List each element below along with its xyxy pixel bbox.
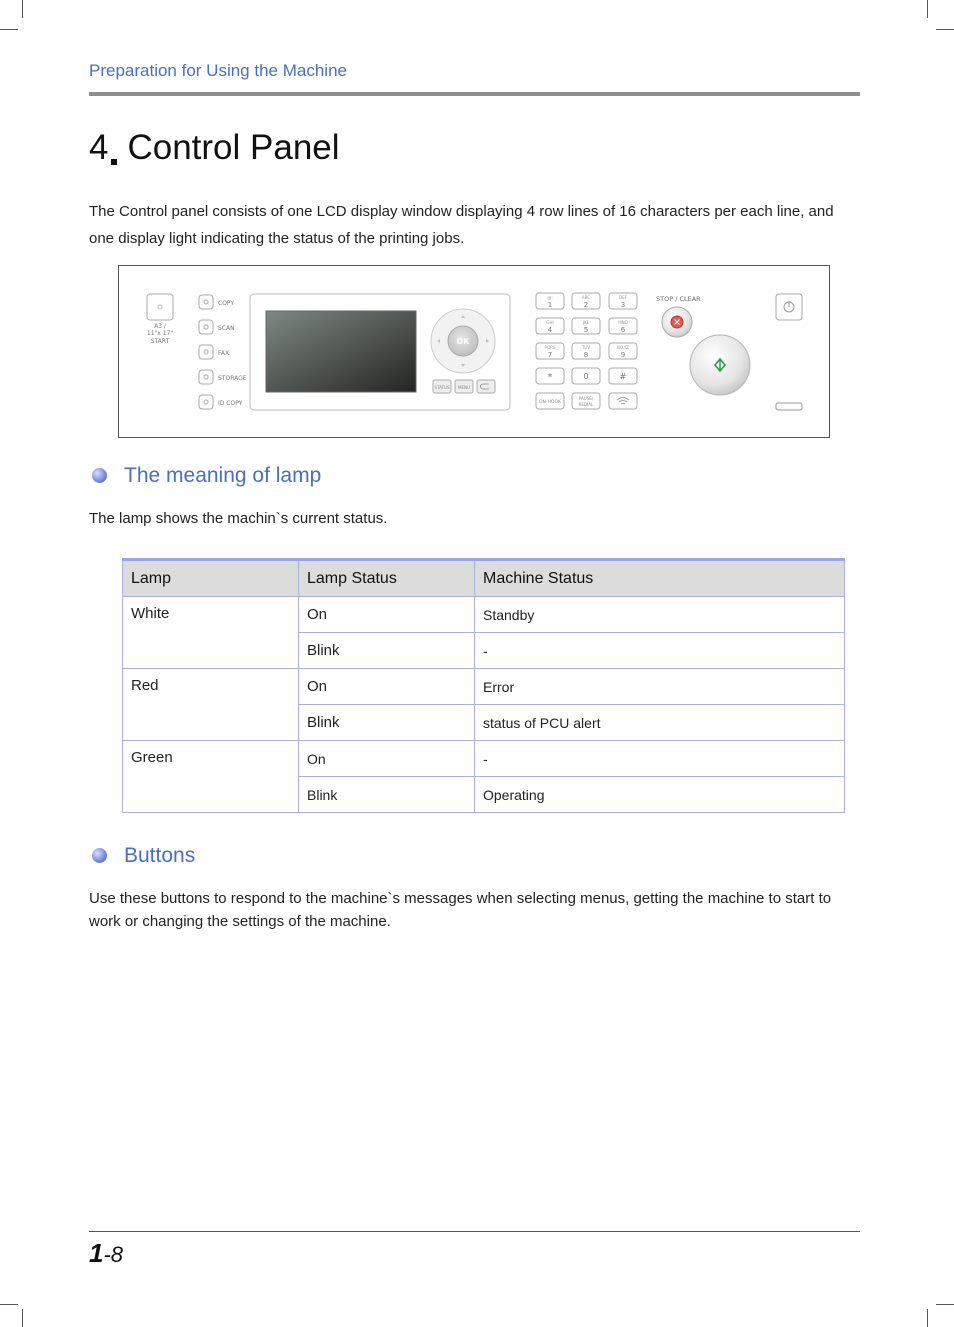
control-panel-svg	[119, 266, 831, 439]
crop-mark	[22, 1309, 23, 1327]
column-header: Machine Status	[475, 560, 845, 597]
wifi-button	[609, 393, 637, 409]
status-lamp	[776, 403, 802, 410]
svg-text:STATUS: STATUS	[434, 385, 450, 390]
lamp-heading-text: The meaning of lamp	[124, 464, 322, 487]
column-header: Lamp	[123, 560, 299, 597]
mode-button-copy	[199, 295, 234, 309]
svg-text:@:: @:	[547, 295, 553, 300]
a3-label-1: A3 /	[154, 323, 166, 330]
machine-status-cell: Operating	[475, 777, 845, 813]
lamp-cell: Red	[123, 669, 299, 741]
svg-text:5: 5	[583, 326, 589, 334]
svg-text:2: 2	[583, 301, 589, 309]
control-panel-illustration	[118, 265, 830, 438]
section-dot	[111, 159, 117, 165]
mode-button-scan	[199, 320, 235, 334]
key-7	[536, 343, 564, 359]
lamp-status-cell: Blink	[299, 705, 475, 741]
running-header: Preparation for Using the Machine	[89, 61, 347, 80]
key-5	[572, 318, 600, 334]
machine-status-cell: Error	[475, 669, 845, 705]
lamp-table	[122, 558, 845, 813]
svg-text:#: #	[619, 372, 627, 381]
lamp-status-cell: On	[299, 597, 475, 633]
key-hash	[609, 368, 637, 384]
table-row	[123, 669, 845, 705]
crop-mark	[0, 29, 18, 30]
buttons-heading-text: Buttons	[124, 844, 196, 867]
section-title	[89, 128, 340, 168]
svg-text:1: 1	[547, 301, 553, 309]
key-6	[609, 318, 637, 334]
mode-button-fax	[199, 345, 229, 359]
page-chapter: 1	[89, 1238, 104, 1268]
machine-status-cell: -	[475, 741, 845, 777]
svg-text:ABC: ABC	[581, 295, 591, 300]
page-sub: -8	[103, 1242, 124, 1267]
table-row	[123, 741, 845, 777]
svg-text:COPY: COPY	[218, 300, 235, 307]
back-button	[477, 380, 495, 393]
section-number: 4	[89, 128, 109, 167]
lamp-status-cell: On	[299, 669, 475, 705]
svg-text:3: 3	[620, 301, 626, 309]
a3-label-3: START	[150, 338, 170, 345]
svg-text:PQRS: PQRS	[544, 345, 556, 350]
key-9	[609, 343, 637, 359]
on-hook-button	[536, 393, 564, 409]
svg-text:DEF: DEF	[619, 295, 627, 300]
crop-mark	[22, 0, 23, 18]
key-1	[536, 293, 564, 309]
machine-status-cell: -	[475, 633, 845, 669]
svg-text:*: *	[547, 372, 553, 383]
table-header-row	[123, 560, 845, 597]
header-rule	[89, 92, 860, 96]
crop-mark	[936, 29, 954, 30]
buttons-description: Use these buttons to respond to the machine`s messages when selecting menus, getting the machine to start to work or changing the settings of the machine.	[89, 890, 832, 930]
svg-text:MENU: MENU	[458, 385, 470, 390]
lamp-status-cell: On	[299, 741, 475, 777]
crop-mark	[927, 1309, 928, 1327]
svg-text:STORAGE: STORAGE	[218, 375, 247, 382]
svg-text:ON-HOOK: ON-HOOK	[539, 400, 561, 405]
key-0	[572, 368, 600, 384]
svg-text:MNO: MNO	[618, 320, 628, 325]
crop-mark	[927, 0, 928, 18]
svg-text:9: 9	[620, 351, 626, 359]
svg-text:GHI: GHI	[546, 320, 554, 325]
bullet-icon	[92, 468, 107, 483]
intro-paragraph: The Control panel consists of one LCD display window displaying 4 row lines of 16 characters per each line, and one display light indicating the status of the printing jobs.	[89, 203, 834, 247]
mode-button-storage	[199, 370, 247, 384]
key-star	[536, 368, 564, 384]
bullet-icon	[92, 848, 107, 863]
key-8	[572, 343, 600, 359]
svg-text:WXYZ: WXYZ	[617, 345, 629, 350]
footer-rule	[89, 1231, 860, 1232]
lamp-cell: Green	[123, 741, 299, 813]
machine-status-cell: Standby	[475, 597, 845, 633]
lamp-status-cell: Blink	[299, 633, 475, 669]
crop-mark	[0, 1304, 18, 1305]
lamp-heading	[92, 464, 321, 488]
mode-button-id-copy	[199, 395, 243, 409]
svg-text:SCAN: SCAN	[218, 325, 235, 332]
key-4	[536, 318, 564, 334]
lamp-description: The lamp shows the machin`s current status.	[89, 510, 388, 527]
ok-label: OK	[456, 337, 470, 346]
svg-text:ID COPY: ID COPY	[218, 400, 243, 407]
svg-text:FAX: FAX	[218, 350, 230, 357]
page-number	[89, 1238, 123, 1269]
crop-mark	[936, 1304, 954, 1305]
pause-redial-button	[572, 393, 600, 409]
svg-text:0: 0	[583, 372, 589, 381]
svg-text:4: 4	[547, 326, 553, 334]
svg-text:6: 6	[620, 326, 626, 334]
a3-start-button	[147, 294, 173, 320]
svg-text:JKL: JKL	[582, 320, 590, 325]
stop-clear-label: STOP / CLEAR	[656, 295, 701, 303]
buttons-heading	[92, 844, 195, 868]
a3-label-2: 11"x 17"	[146, 330, 174, 337]
table-row	[123, 597, 845, 633]
keypad	[536, 293, 637, 409]
key-3	[609, 293, 637, 309]
svg-text:REDIAL: REDIAL	[578, 402, 594, 407]
lcd-screen	[266, 311, 416, 392]
lamp-cell: White	[123, 597, 299, 669]
svg-text:8: 8	[583, 351, 589, 359]
lamp-status-cell: Blink	[299, 777, 475, 813]
column-header: Lamp Status	[299, 560, 475, 597]
svg-text:PAUSE/: PAUSE/	[578, 396, 594, 401]
section-title-text: Control Panel	[127, 128, 340, 167]
machine-status-cell: status of PCU alert	[475, 705, 845, 741]
svg-text:7: 7	[547, 351, 553, 359]
key-2	[572, 293, 600, 309]
svg-text:TUV: TUV	[581, 345, 591, 350]
